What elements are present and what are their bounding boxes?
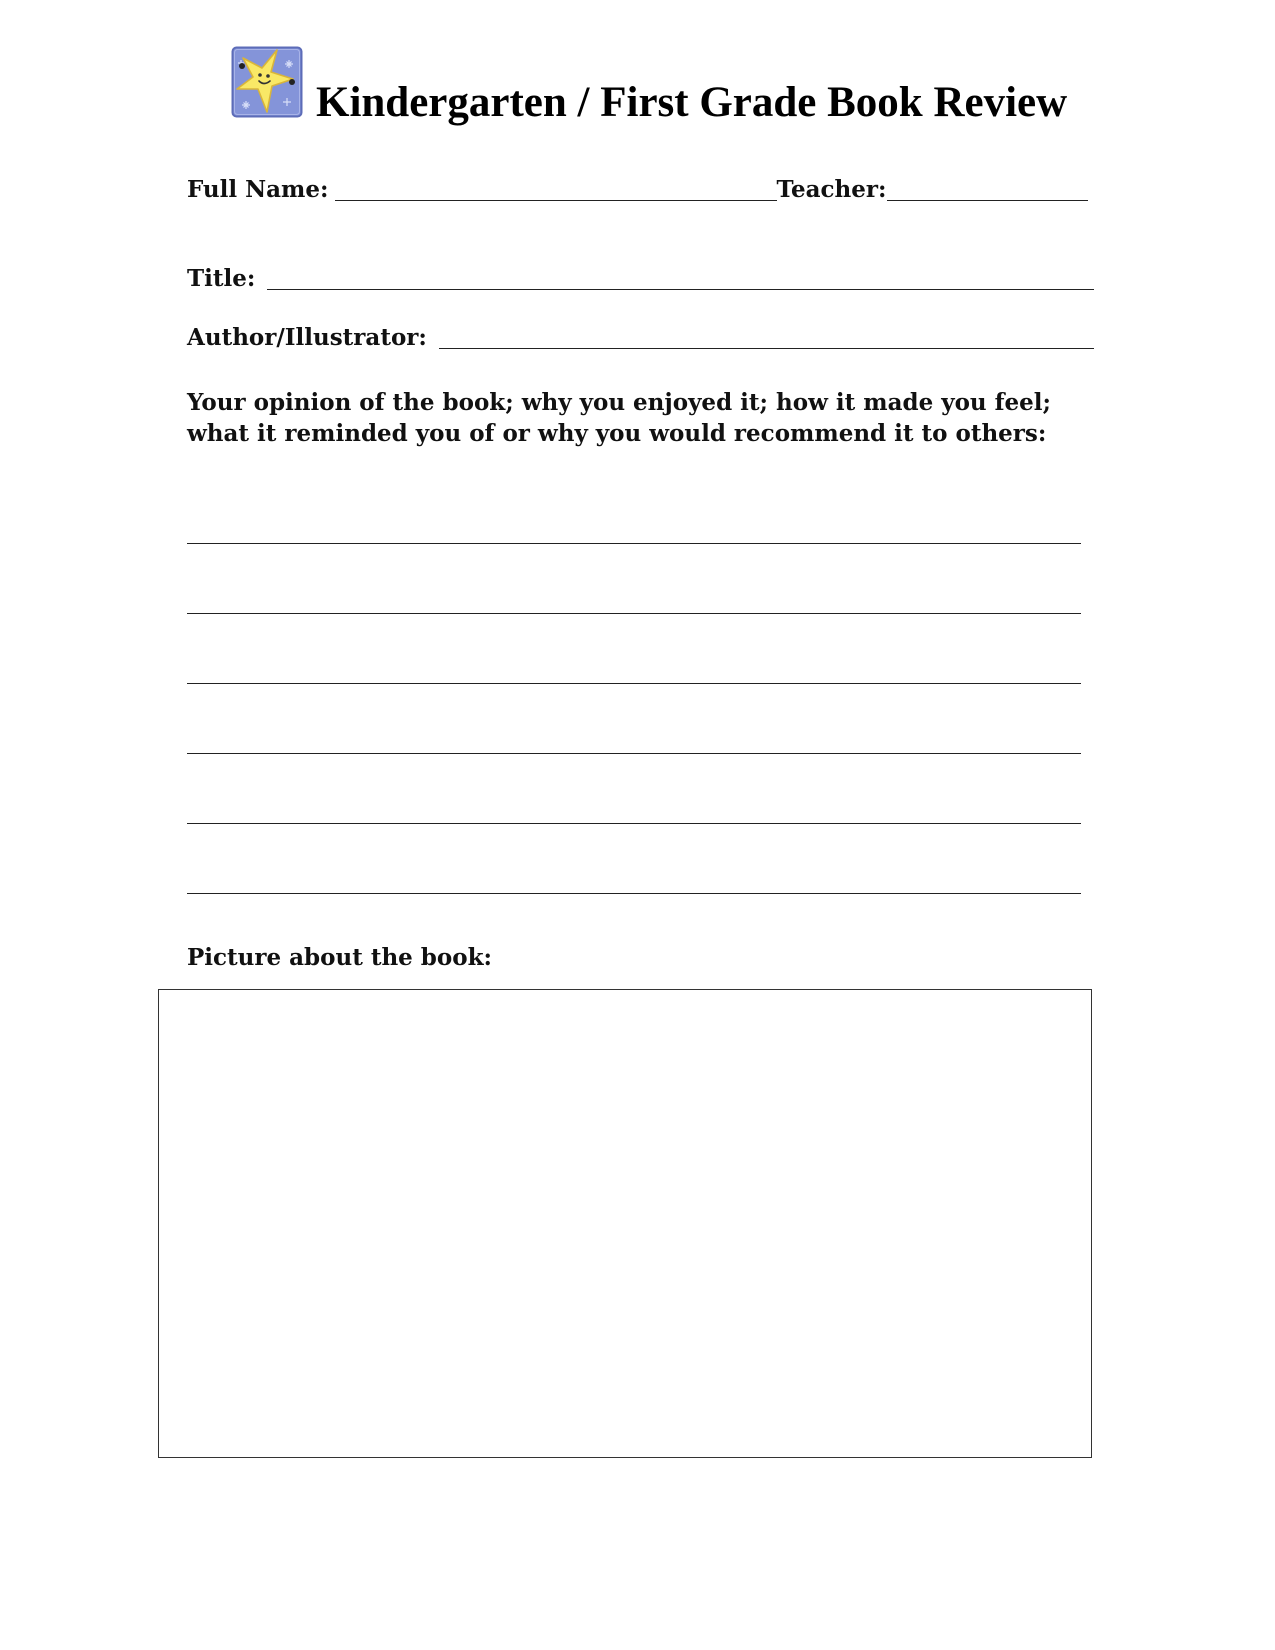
title-field[interactable] [267, 268, 1094, 290]
author-field[interactable] [439, 327, 1094, 349]
title-row [187, 265, 1088, 293]
opinion-line[interactable] [187, 613, 1081, 614]
teacher-label: Teacher: [776, 176, 887, 203]
author-row [187, 324, 1088, 352]
opinion-line[interactable] [187, 543, 1081, 544]
author-label: Author/Illustrator: [187, 324, 427, 351]
teacher-field[interactable] [887, 179, 1089, 201]
page-title: Kindergarten / First Grade Book Review [316, 79, 1068, 126]
full-name-field[interactable] [335, 179, 777, 201]
opinion-line[interactable] [187, 753, 1081, 754]
picture-drawing-box[interactable] [158, 989, 1092, 1458]
picture-label: Picture about the book: [187, 944, 492, 971]
name-teacher-row [187, 176, 1088, 204]
opinion-line[interactable] [187, 893, 1081, 894]
full-name-label: Full Name: [187, 176, 329, 203]
title-label: Title: [187, 265, 256, 292]
smiling-star-icon [231, 46, 303, 118]
opinion-prompt: Your opinion of the book; why you enjoyed it; how it made you feel; what it reminded you of or why you would recommend it to others: [187, 389, 1052, 447]
opinion-line[interactable] [187, 683, 1081, 684]
opinion-line[interactable] [187, 823, 1081, 824]
